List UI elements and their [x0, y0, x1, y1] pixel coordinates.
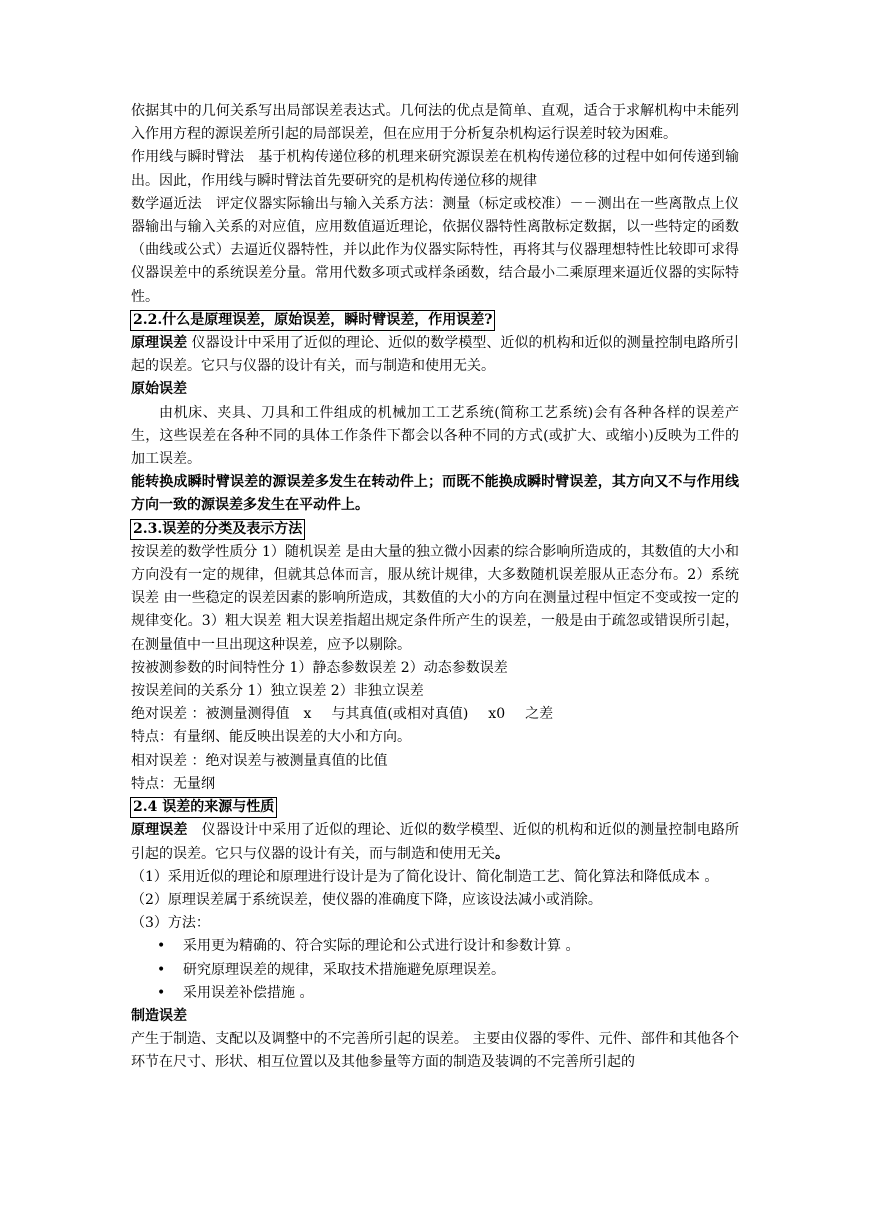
paragraph: 作用线与瞬时臂法 基于机构传递位移的机理来研究源误差在机构传递位移的过程中如何传递到输出。因此，作用线与瞬时臂法首先要研究的是机构传递位移的规律 — [131, 149, 739, 189]
symbol-x: x — [303, 706, 312, 723]
paragraph: 特点：无量纲 — [131, 775, 215, 792]
term-definition: 仪器设计中采用了近似的理论、近似的数学模型、近似的机构和近似的测量控制电路所引起的误差。它只与仪器的设计有关，而与制造和使用无关。 — [131, 335, 740, 375]
paragraph: 按误差间的关系分 1）独立误差 2）非独立误差 — [131, 683, 424, 700]
method-list — [131, 935, 739, 1005]
text-run: 与其真值(或相对真值) — [331, 706, 469, 723]
paragraph — [131, 332, 739, 378]
paragraph: （1）采用近似的理论和原理进行设计是为了简化设计、简化制造工艺、简化算法和降低成本 。 — [131, 868, 719, 885]
paragraph: 按误差的数学性质分 1）随机误差 是由大量的独立微小因素的综合影响所造成的，其数值的大小和方向没有一定的规律，但就其总体而言，服从统计规律，大多数随机误差服从正态分布。2）系统误差 由一些稳定的误差因素的影响所造成，其数值的大小的方向在测量过程中恒定不变或按一定的规律变化。3）粗大误差 粗大误差指超出规定条件所产生的误差，一般是由于疏忽或错误所引起，在测量值中一旦出现这种误差，应予以剔除。 — [131, 543, 739, 653]
bold-paragraph: 能转换成瞬时臂误差的源误差多发生在转动件上；而既不能换成瞬时臂误差，其方向又不与作用线方向一致的源误差多发生在平动件上。 — [131, 474, 739, 514]
subheading: 制造误差 — [131, 1007, 187, 1024]
term-label: 原理误差 — [131, 822, 188, 839]
list-item: • 采用误差补偿措施 。 — [131, 982, 739, 1005]
text-run: 绝对误差 ：被测量测得值 — [131, 706, 290, 723]
paragraph: 相对误差 ：绝对误差与被测量真值的比值 — [131, 752, 388, 769]
section-heading-2-4: 2.4 误差的来源与性质 — [130, 797, 277, 818]
paragraph — [131, 703, 739, 726]
paragraph: 按被测参数的时间特性分 1）静态参数误差 2）动态参数误差 — [131, 659, 508, 676]
text-run: 之差 — [525, 706, 554, 723]
list-item: • 采用更为精确的、符合实际的理论和公式进行设计和参数计算 。 — [131, 935, 739, 958]
paragraph: 由机床、夹具、刀具和工件组成的机械加工工艺系统(简称工艺系统)会有各种各样的误差产生，这些误差在各种不同的具体工作条件下都会以各种不同的方式(或扩大、或缩小)反映为工件的加工误差。 — [131, 404, 739, 468]
list-item: • 研究原理误差的规律，采取技术措施避免原理误差。 — [131, 959, 739, 982]
term-label: 原理误差 — [131, 335, 188, 352]
paragraph: （2）原理误差属于系统误差，使仪器的准确度下降，应该设法减小或消除。 — [131, 891, 602, 908]
section-heading-2-3: 2.3.误差的分类及表示方法 — [130, 519, 305, 540]
paragraph: 依据其中的几何关系写出局部误差表达式。几何法的优点是简单、直观，适合于求解机构中未能列入作用方程的源误差所引起的局部误差，但在应用于分析复杂机构运行误差时较为困难。 — [131, 103, 739, 143]
subheading: 原始误差 — [131, 381, 187, 398]
period: 。 — [495, 845, 509, 862]
paragraph: 特点：有量纲、能反映出误差的大小和方向。 — [131, 729, 411, 746]
symbol-x0: x0 — [488, 706, 506, 723]
paragraph — [131, 819, 739, 865]
paragraph: 数学逼近法 评定仪器实际输出与输入关系方法：测量（标定或校准）－－测出在一些离散点上仪器输出与输入关系的对应值，应用数值逼近理论，依据仪器特性离散标定数据，以一些特定的函数（曲线或公式）去逼近仪器特性，并以此作为仪器实际特性，再将其与仪器理想特性比较即可求得仪器误差中的系统误差分量。常用代数多项式或样条函数，结合最小二乘原理来逼近仪器的实际特性。 — [131, 195, 739, 305]
section-heading-2-2: 2.2.什么是原理误差，原始误差，瞬时臂误差，作用误差? — [130, 310, 495, 331]
paragraph: （3）方法： — [131, 915, 210, 932]
document-page — [131, 100, 739, 1075]
paragraph: 产生于制造、支配以及调整中的不完善所引起的误差。 主要由仪器的零件、元件、部件和其他各个环节在尺寸、形状、相互位置以及其他参量等方面的制造及装调的不完善所引起的 — [131, 1031, 739, 1071]
term-definition: 仪器设计中采用了近似的理论、近似的数学模型、近似的机构和近似的测量控制电路所引起的误差。它只与仪器的设计有关，而与制造和使用无关 — [131, 822, 740, 862]
